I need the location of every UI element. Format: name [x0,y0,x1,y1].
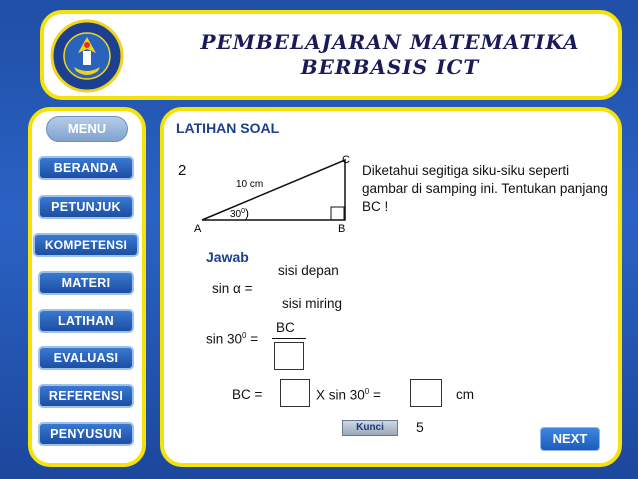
final-bc-lhs: BC = [232,387,263,402]
sin30-equals: = [246,331,259,347]
vertex-b-label: B [338,223,346,235]
question-text: Diketahui segitiga siku-siku seperti gambar di samping ini. Tentukan panjang BC ! [362,163,608,214]
vertex-a-label: A [194,223,202,235]
final-times-sin30 [316,387,381,403]
triangle-shape [202,160,345,220]
nav-penyusun-button[interactable]: PENYUSUN [38,422,134,446]
nav-petunjuk-button[interactable]: PETUNJUK [38,195,134,219]
angle-arc: ) [245,206,250,220]
sin30-text: sin 30 [206,331,243,347]
fraction-numerator-sisi-depan: sisi depan [278,263,339,278]
nav-beranda-button[interactable]: BERANDA [38,156,134,180]
kunci-answer-value: 5 [416,419,424,435]
sin-alpha-lhs: sin α = [212,281,253,296]
fraction-denominator-sisi-miring: sisi miring [282,296,343,311]
next-button[interactable]: NEXT [540,427,600,451]
nav-materi-button[interactable]: MATERI [38,271,134,295]
right-angle-marker [331,207,344,220]
answer-heading: Jawab [206,249,249,265]
sin30-degree: 0 [242,331,247,340]
hypotenuse-label: 10 cm [236,179,264,190]
sin30-denominator-input[interactable] [274,342,304,370]
nav-latihan-button[interactable]: LATIHAN [38,309,134,333]
final-degree: 0 [364,387,370,396]
final-bc-result-input[interactable] [410,379,442,407]
tut-wuri-handayani-logo [50,19,124,93]
sin30-fraction-line [272,338,306,339]
sin30-numerator-bc: BC [276,320,295,335]
angle-label [230,206,249,220]
final-bc-coefficient-input[interactable] [280,379,310,407]
section-title: LATIHAN SOAL [176,120,280,136]
question-number: 2 [178,162,187,179]
app-title-line2: BERBASIS ICT [300,55,480,79]
app-title-line1: PEMBELAJARAN MATEMATIKA [200,30,580,54]
angle-degree: 0 [241,208,246,215]
vertex-c-label: C [342,154,350,166]
right-triangle-figure [190,150,360,235]
final-unit: cm [456,387,474,402]
nav-kompetensi-button[interactable]: KOMPETENSI [33,233,139,257]
angle-value: 30 [230,209,242,220]
menu-label: MENU [46,116,128,142]
nav-evaluasi-button[interactable]: EVALUASI [38,346,134,370]
final-equals: = [369,387,381,403]
sin30-lhs [206,331,258,347]
kunci-button[interactable]: Kunci [342,420,398,436]
final-times-text: X sin 30 [316,387,365,403]
nav-referensi-button[interactable]: REFERENSI [38,384,134,408]
